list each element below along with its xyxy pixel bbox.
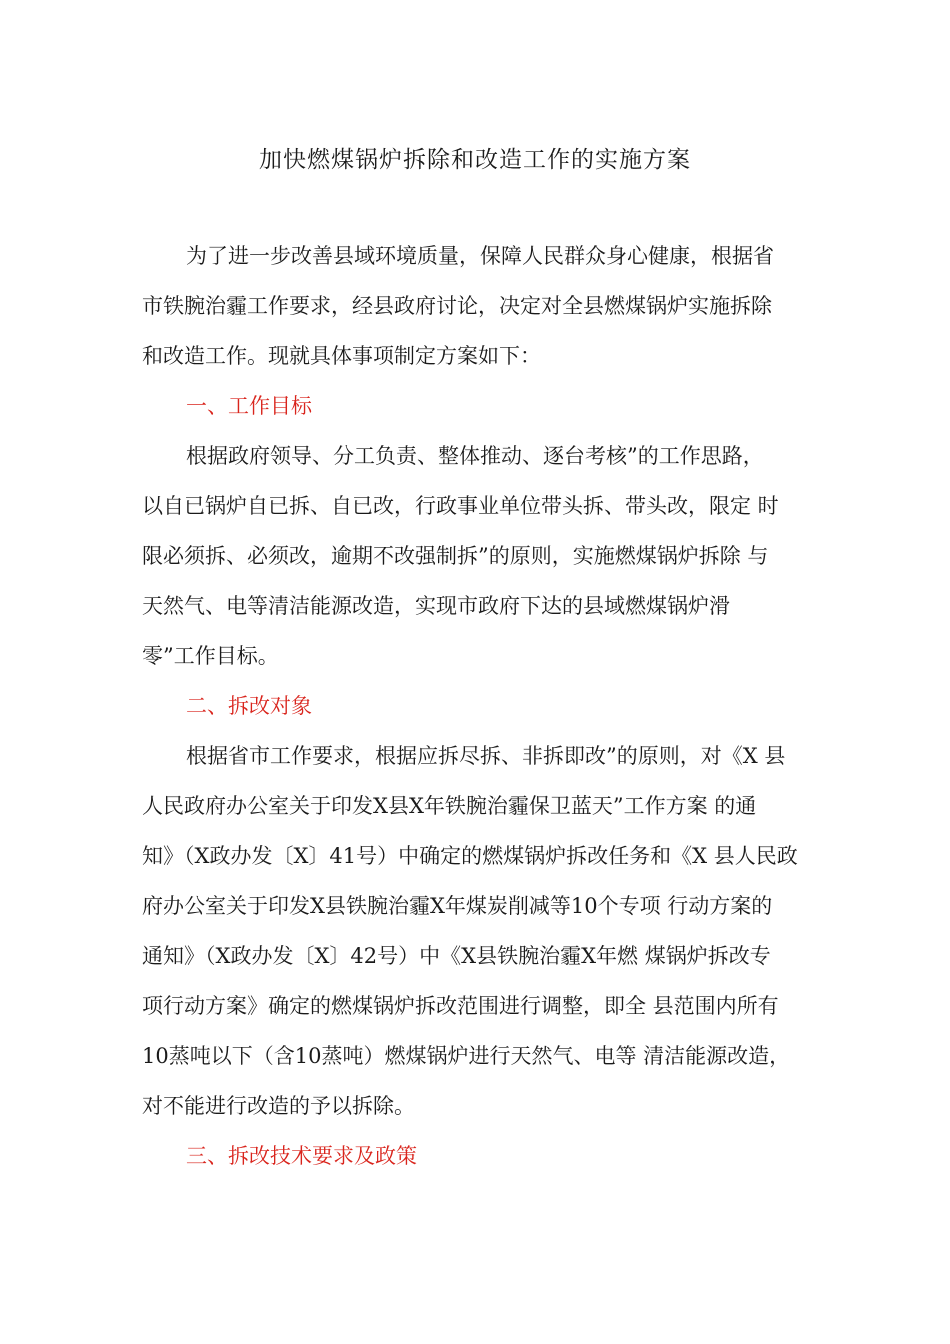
text-line: 项行动方案》确定的燃煤锅炉拆改范围进行调整，即全 县范围内所有 [142, 994, 779, 1018]
text-line: 以自已锅炉自已拆、自已改，行政事业单位带头拆、带头改，限定 时 [142, 494, 779, 518]
document-title: 加快燃煤锅炉拆除和改造工作的实施方案 [259, 147, 691, 173]
text-line: 为了进一步改善县域环境质量，保障人民群众身心健康，根据省 [186, 244, 774, 268]
text-line: 市铁腕治霾工作要求，经县政府讨论，决定对全县燃煤锅炉实施拆除 [142, 294, 772, 318]
text-line: 府办公室关于印发X县铁腕治霾X年煤炭削减等10个专项 行动方案的 [142, 894, 773, 918]
section-heading-2: 二、拆改对象 [186, 694, 312, 718]
text-line: 限必须拆、必须改，逾期不改强制拆”的原则，实施燃煤锅炉拆除 与 [142, 544, 769, 568]
section-2-paragraph [142, 731, 812, 1131]
section-heading-3: 三、拆改技术要求及政策 [186, 1144, 417, 1168]
section-heading-1: 一、工作目标 [186, 394, 312, 418]
text-line: 天然气、电等清洁能源改造，实现市政府下达的县域燃煤锅炉滑 [142, 594, 730, 618]
text-line: 根据省市工作要求，根据应拆尽拆、非拆即改”的原则，对《X 县 [186, 744, 786, 768]
text-line: 对不能进行改造的予以拆除。 [142, 1094, 415, 1118]
text-line: 知》（X政办发〔X〕41号）中确定的燃煤锅炉拆改任务和《X 县人民政 [142, 844, 798, 868]
text-line: 通知》（X政办发〔X〕42号）中《X县铁腕治霾X年燃 煤锅炉拆改专 [142, 944, 771, 968]
intro-paragraph [142, 231, 812, 381]
text-line: 和改造工作。现就具体事项制定方案如下： [142, 344, 541, 368]
section-1-paragraph [142, 431, 812, 681]
text-line: 10蒸吨以下（含10蒸吨）燃煤锅炉进行天然气、电等 清洁能源改造， [142, 1044, 791, 1068]
text-line: 人民政府办公室关于印发X县X年铁腕治霾保卫蓝天”工作方案 的通 [142, 794, 757, 818]
text-line: 根据政府领导、分工负责、整体推动、逐台考核”的工作思路， [186, 444, 764, 468]
text-line: 零”工作目标。 [142, 644, 279, 668]
